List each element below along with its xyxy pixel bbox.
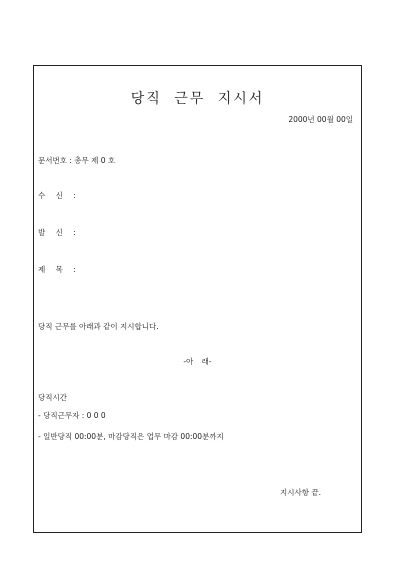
doc-number: 문서번호 : 총무 제 0 호 — [38, 156, 116, 165]
subject-field — [38, 264, 82, 275]
intro-text: 당직 근무를 아래과 같이 지시합니다. — [38, 322, 159, 331]
sender-field — [38, 227, 82, 238]
recipient-field — [38, 190, 82, 201]
document-page — [33, 65, 362, 533]
subject-label: 제 목 : — [38, 265, 76, 274]
document-date: 2000년 00월 00일 — [288, 115, 353, 124]
recipient-label: 수 신 : — [38, 191, 76, 200]
document-title: 당직 근무 지시서 — [130, 91, 265, 107]
closing-text: 지시사항 끝. — [280, 488, 321, 497]
list-item: - 일반당직 00:00분, 마감당직은 업무 마감 00:00분까지 — [38, 432, 224, 441]
section-title: 당직시간 — [38, 393, 67, 402]
list-item: - 당직근무자 : 0 0 0 — [38, 411, 106, 420]
below-marker: -아 래- — [183, 357, 212, 366]
sender-label: 발 신 : — [38, 228, 76, 237]
